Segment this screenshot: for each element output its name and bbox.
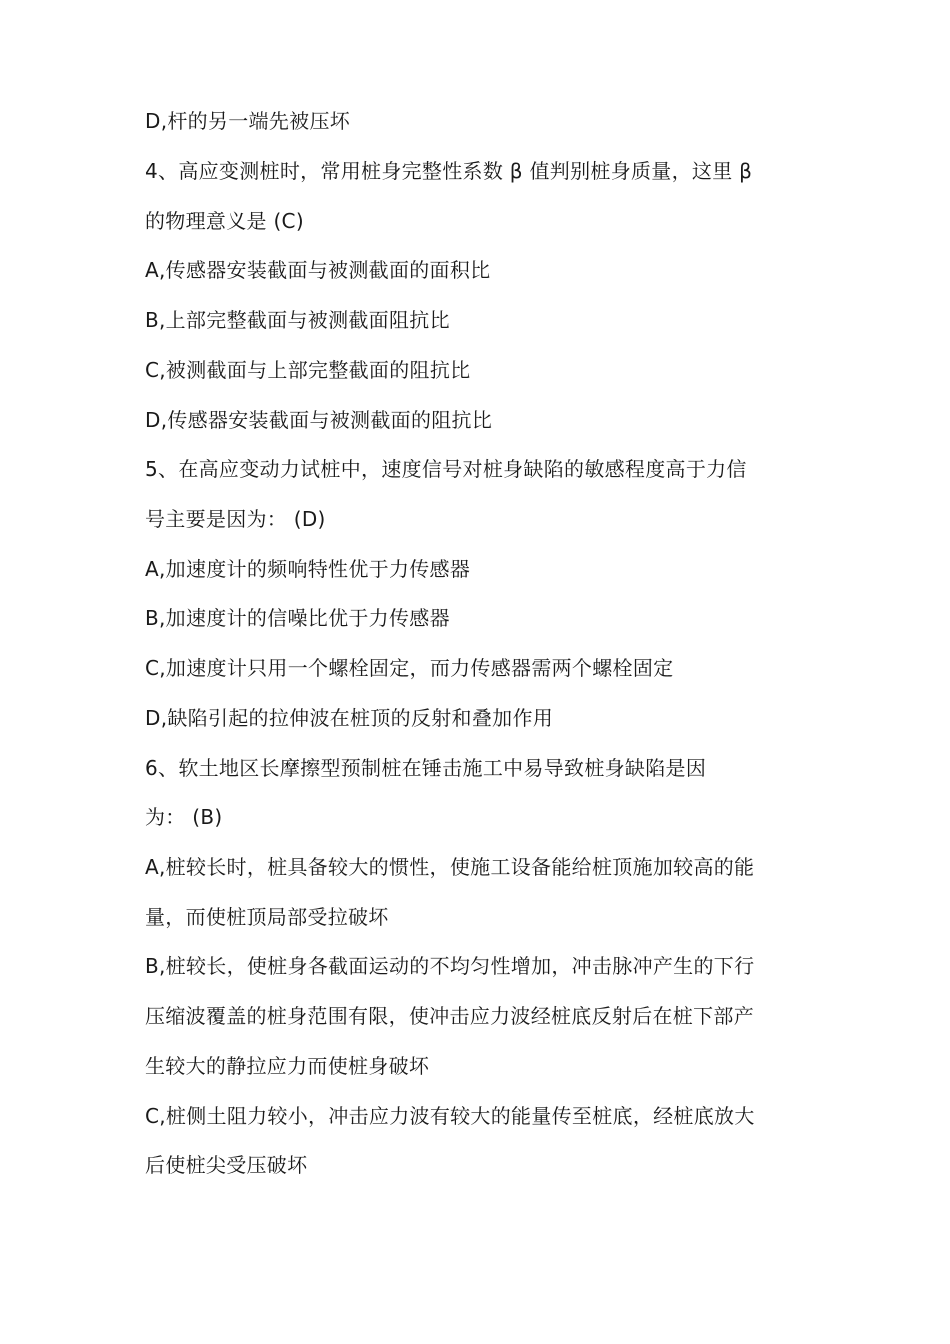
option-b-q4: B,上部完整截面与被测截面阻抗比 xyxy=(145,308,450,332)
question-4-line-1: 4、高应变测桩时，常用桩身完整性系数 β 值判别桩身质量，这里 β xyxy=(145,159,753,183)
option-c-q4: C,被测截面与上部完整截面的阻抗比 xyxy=(145,358,471,382)
option-b-q6-line-1: B,桩较长，使桩身各截面运动的不均匀性增加，冲击脉冲产生的下行 xyxy=(145,954,755,978)
option-a-q5: A,加速度计的频响特性优于力传感器 xyxy=(145,557,471,581)
option-d-q5: D,缺陷引起的拉伸波在桩顶的反射和叠加作用 xyxy=(145,706,554,730)
option-b-q6-line-3: 生较大的静拉应力而使桩身破坏 xyxy=(145,1054,430,1078)
option-b-q6-line-2: 压缩波覆盖的桩身范围有限，使冲击应力波经桩底反射后在桩下部产 xyxy=(145,1004,754,1028)
option-b-q5: B,加速度计的信噪比优于力传感器 xyxy=(145,606,450,630)
question-5-line-1: 5、在高应变动力试桩中，速度信号对桩身缺陷的敏感程度高于力信 xyxy=(145,457,747,481)
option-a-q4: A,传感器安装截面与被测截面的面积比 xyxy=(145,258,491,282)
option-d-q4: D,传感器安装截面与被测截面的阻抗比 xyxy=(145,408,493,432)
option-a-q6-line-1: A,桩较长时，桩具备较大的惯性，使施工设备能给桩顶施加较高的能 xyxy=(145,855,755,879)
question-6-line-2: 为： (B) xyxy=(145,805,223,829)
option-c-q6-line-1: C,桩侧土阻力较小，冲击应力波有较大的能量传至桩底，经桩底放大 xyxy=(145,1104,755,1128)
option-c-q5: C,加速度计只用一个螺栓固定，而力传感器需两个螺栓固定 xyxy=(145,656,674,680)
question-6-line-1: 6、软土地区长摩擦型预制桩在锤击施工中易导致桩身缺陷是因 xyxy=(145,756,707,780)
option-d-q3: D,杆的另一端先被压坏 xyxy=(145,109,351,133)
question-5-line-2: 号主要是因为： (D) xyxy=(145,507,326,531)
question-4-line-2: 的物理意义是 (C) xyxy=(145,209,304,233)
option-c-q6-line-2: 后使桩尖受压破坏 xyxy=(145,1153,308,1177)
option-a-q6-line-2: 量，而使桩顶局部受拉破坏 xyxy=(145,905,389,929)
